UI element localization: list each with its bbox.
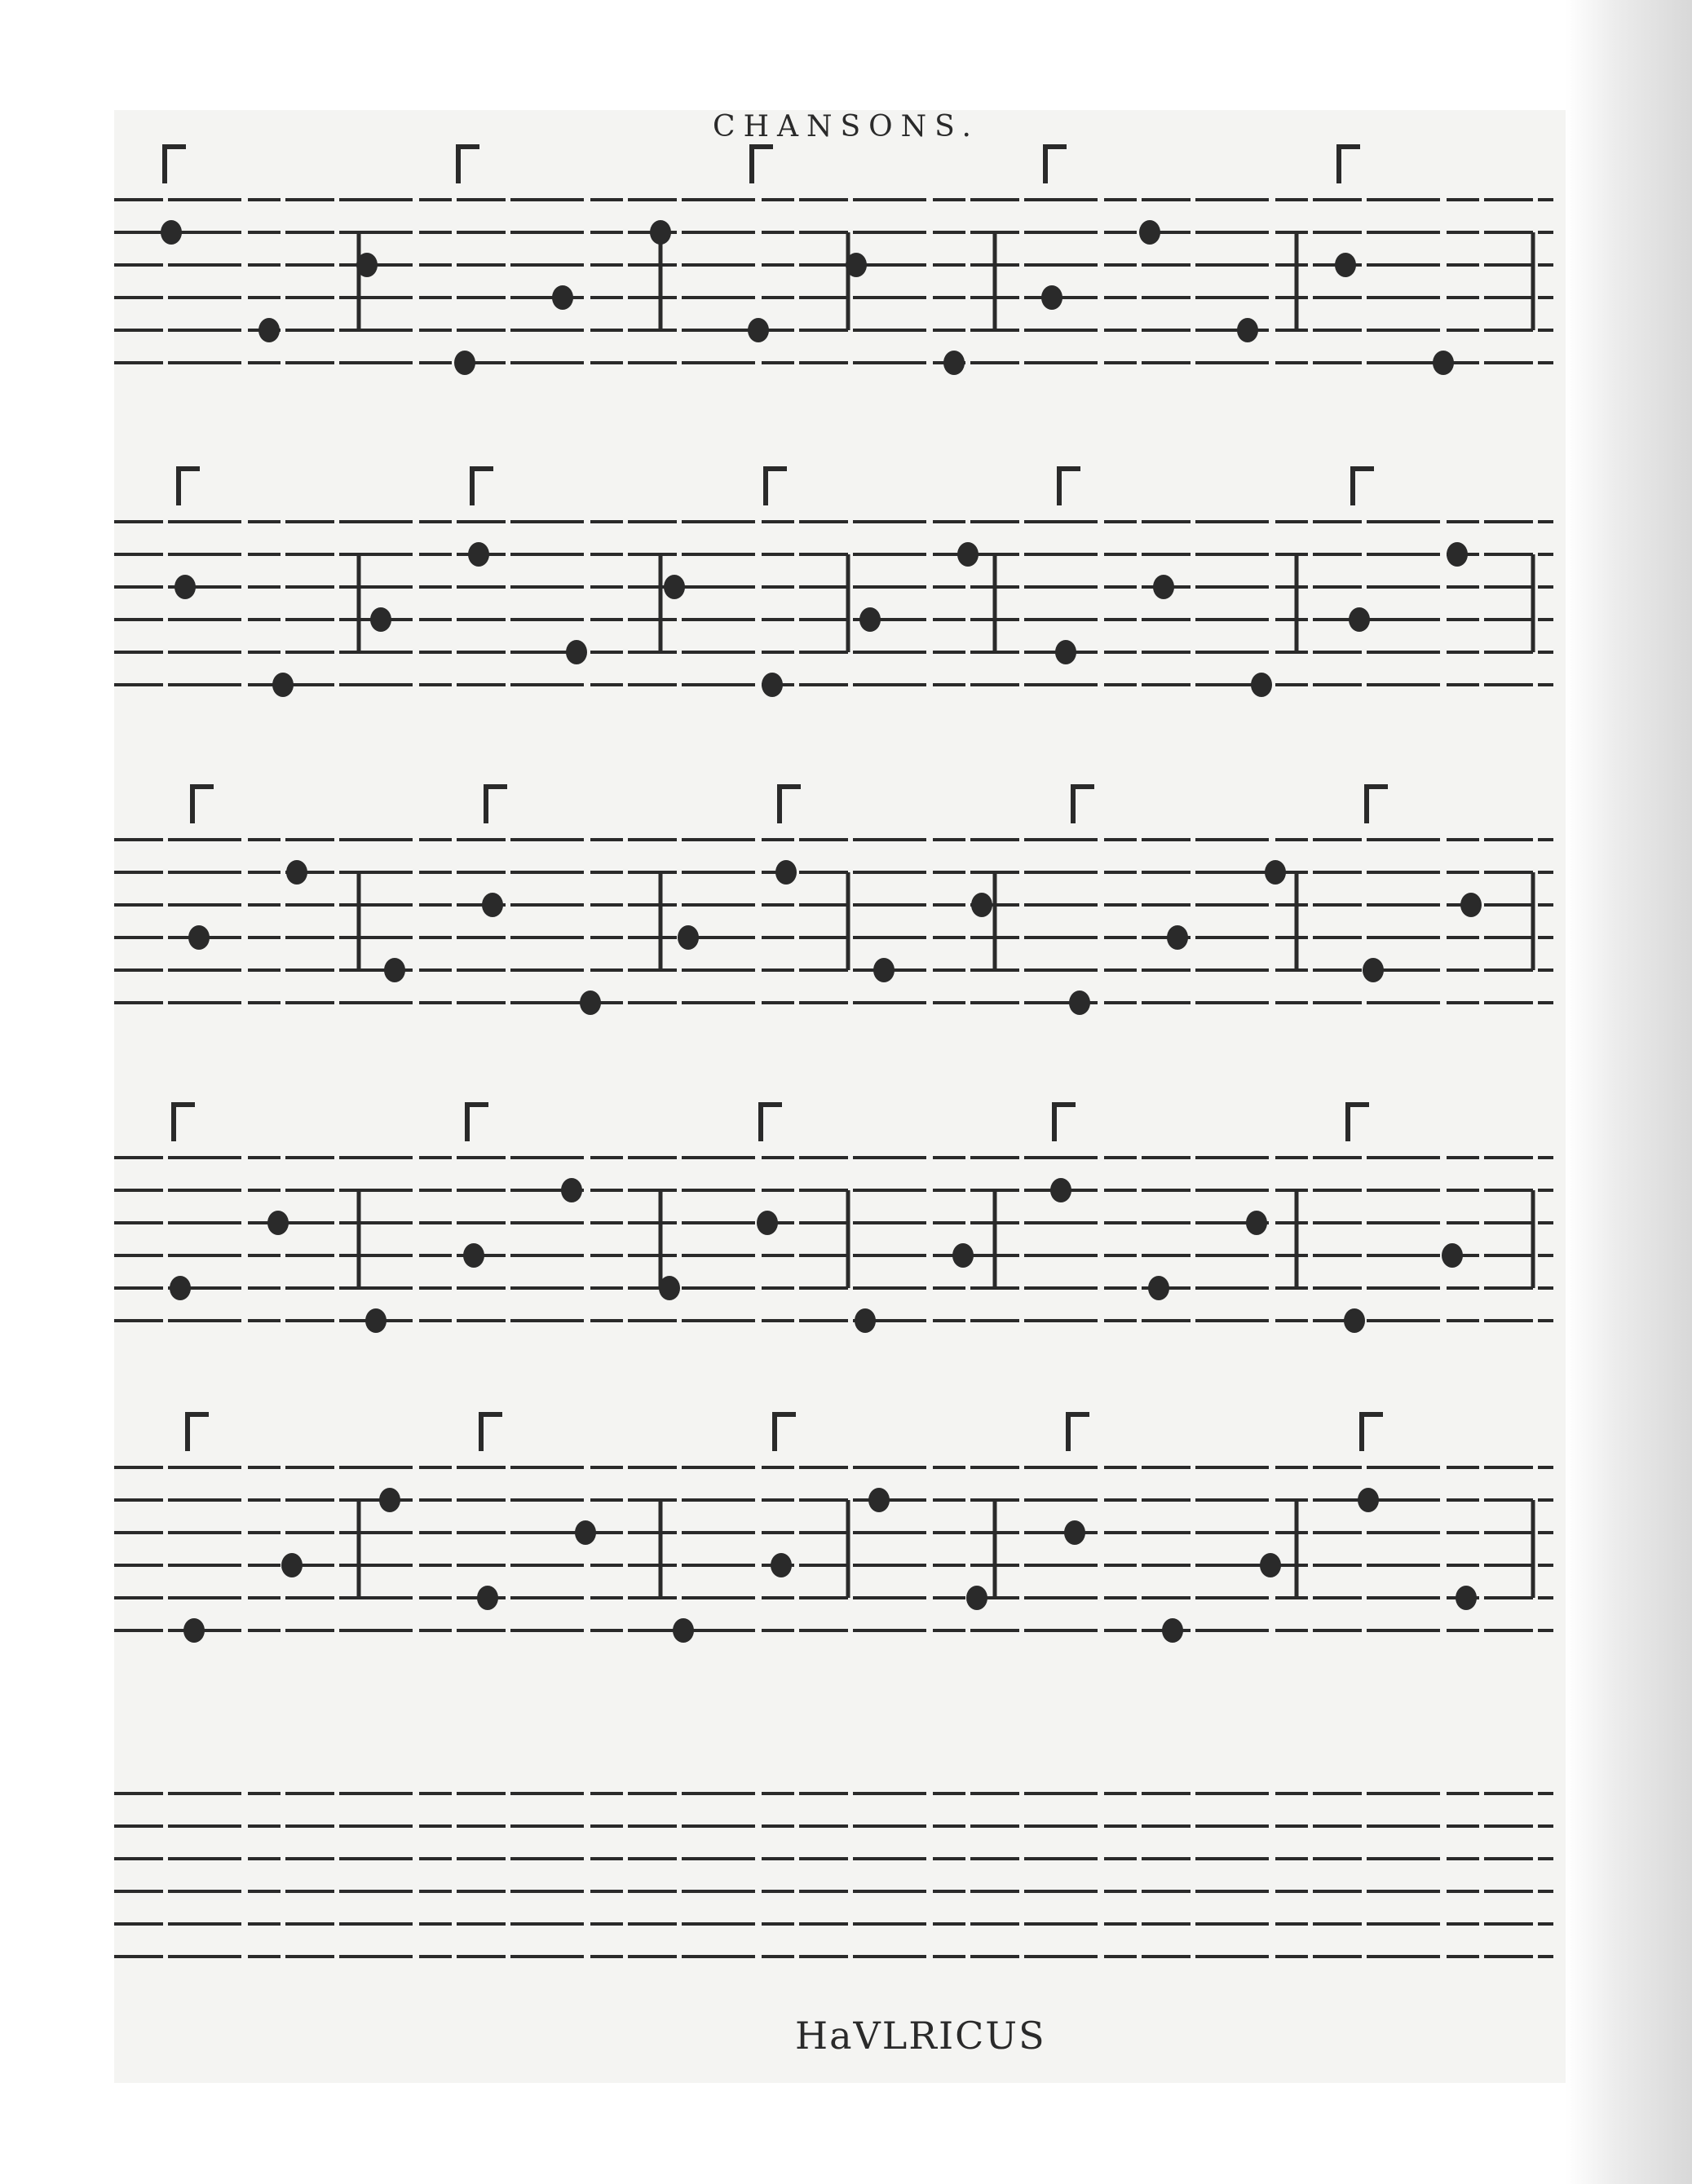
tab-letter-mark	[566, 640, 587, 664]
tab-letter-mark	[762, 673, 783, 697]
tab-letter-mark	[971, 893, 992, 917]
tab-letter-mark	[370, 607, 391, 632]
rhythm-flag-mark	[188, 1414, 209, 1451]
tab-letter-mark	[477, 1586, 498, 1610]
tab-letter-mark	[272, 673, 294, 697]
rhythm-flag-mark	[472, 469, 493, 505]
tab-letter-mark	[1246, 1211, 1267, 1235]
tab-letter-mark	[575, 1520, 596, 1545]
tab-letter-mark	[580, 991, 601, 1015]
rhythm-flag-mark	[775, 1414, 796, 1451]
tab-letter-mark	[1447, 542, 1468, 567]
rhythm-flag-mark	[766, 469, 787, 505]
tab-system	[114, 1414, 1553, 1643]
tab-letter-mark	[454, 351, 475, 375]
tab-letter-mark	[1153, 575, 1174, 599]
tab-letter-mark	[859, 607, 881, 632]
tab-letter-mark	[1456, 1586, 1477, 1610]
tab-letter-mark	[650, 220, 671, 245]
tab-letter-mark	[286, 860, 307, 885]
tab-letter-mark	[258, 318, 280, 342]
tab-system	[114, 1794, 1553, 1957]
rhythm-flag-mark	[1362, 1414, 1383, 1451]
rhythm-flag-mark	[192, 787, 214, 823]
tab-letter-mark	[673, 1618, 694, 1643]
rhythm-flag-mark	[1073, 787, 1094, 823]
tab-letter-mark	[281, 1553, 303, 1577]
tab-letter-mark	[1251, 673, 1272, 697]
tab-letter-mark	[1139, 220, 1160, 245]
tab-letter-mark	[1064, 1520, 1085, 1545]
rhythm-flag-mark	[458, 147, 479, 183]
tab-letter-mark	[1349, 607, 1370, 632]
tab-letter-mark	[1433, 351, 1454, 375]
rhythm-flag-mark	[467, 1105, 488, 1141]
tab-letter-mark	[384, 958, 405, 982]
tab-letter-mark	[757, 1211, 778, 1235]
tab-letter-mark	[1162, 1618, 1183, 1643]
tab-letter-mark	[1335, 253, 1356, 277]
page-title: CHANSONS.	[713, 110, 979, 143]
tab-letter-mark	[664, 575, 685, 599]
rhythm-flag-mark	[179, 469, 200, 505]
tab-letter-mark	[1050, 1178, 1071, 1202]
tab-letter-mark	[1265, 860, 1286, 885]
rhythm-flag-mark	[1367, 787, 1388, 823]
tab-letter-mark	[170, 1276, 191, 1300]
tab-letter-mark	[1041, 285, 1062, 310]
tab-letter-mark	[966, 1586, 987, 1610]
tab-letter-mark	[873, 958, 895, 982]
rhythm-flag-mark	[1068, 1414, 1089, 1451]
tab-letter-mark	[952, 1243, 974, 1268]
tab-letter-mark	[1148, 1276, 1169, 1300]
tab-letter-mark	[1069, 991, 1090, 1015]
tab-letter-mark	[379, 1488, 400, 1512]
catchword: HaVLRICUS	[795, 2014, 1046, 2058]
tab-letter-mark	[552, 285, 573, 310]
tab-system	[114, 469, 1553, 697]
tab-letter-mark	[846, 253, 867, 277]
tab-letter-mark	[855, 1308, 876, 1333]
tab-letter-mark	[1460, 893, 1482, 917]
rhythm-flag-mark	[780, 787, 801, 823]
tab-letter-mark	[943, 351, 965, 375]
tab-letter-mark	[267, 1211, 289, 1235]
tab-system	[114, 787, 1553, 1015]
rhythm-flag-mark	[1045, 147, 1067, 183]
tab-letter-mark	[365, 1308, 387, 1333]
tab-letter-mark	[188, 925, 210, 950]
tab-letter-mark	[957, 542, 979, 567]
tab-letter-mark	[1442, 1243, 1463, 1268]
tab-letter-mark	[468, 542, 489, 567]
rhythm-flag-mark	[481, 1414, 502, 1451]
tab-system	[114, 147, 1553, 375]
rhythm-flag-mark	[1348, 1105, 1369, 1141]
tab-letter-mark	[561, 1178, 582, 1202]
tab-letter-mark	[175, 575, 196, 599]
rhythm-flag-mark	[486, 787, 507, 823]
tab-letter-mark	[678, 925, 699, 950]
tab-letter-mark	[463, 1243, 484, 1268]
tab-letter-mark	[775, 860, 797, 885]
tab-letter-mark	[1237, 318, 1258, 342]
rhythm-flag-mark	[174, 1105, 195, 1141]
tab-letter-mark	[161, 220, 182, 245]
tab-letter-mark	[482, 893, 503, 917]
tab-letter-mark	[659, 1276, 680, 1300]
tab-letter-mark	[183, 1618, 205, 1643]
tab-letter-mark	[868, 1488, 890, 1512]
rhythm-flag-mark	[165, 147, 186, 183]
rhythm-flag-mark	[1353, 469, 1374, 505]
tab-letter-mark	[1344, 1308, 1365, 1333]
tab-system	[114, 1105, 1553, 1333]
tab-letter-mark	[1260, 1553, 1281, 1577]
tab-letter-mark	[771, 1553, 792, 1577]
rhythm-flag-mark	[761, 1105, 782, 1141]
tab-letter-mark	[1055, 640, 1076, 664]
tab-letter-mark	[1167, 925, 1188, 950]
rhythm-flag-mark	[1059, 469, 1080, 505]
tab-letter-mark	[1358, 1488, 1379, 1512]
tab-letter-mark	[1363, 958, 1384, 982]
rhythm-flag-mark	[1339, 147, 1360, 183]
tab-letter-mark	[356, 253, 378, 277]
rhythm-flag-mark	[1054, 1105, 1076, 1141]
rhythm-flag-mark	[752, 147, 773, 183]
tab-letter-mark	[748, 318, 769, 342]
